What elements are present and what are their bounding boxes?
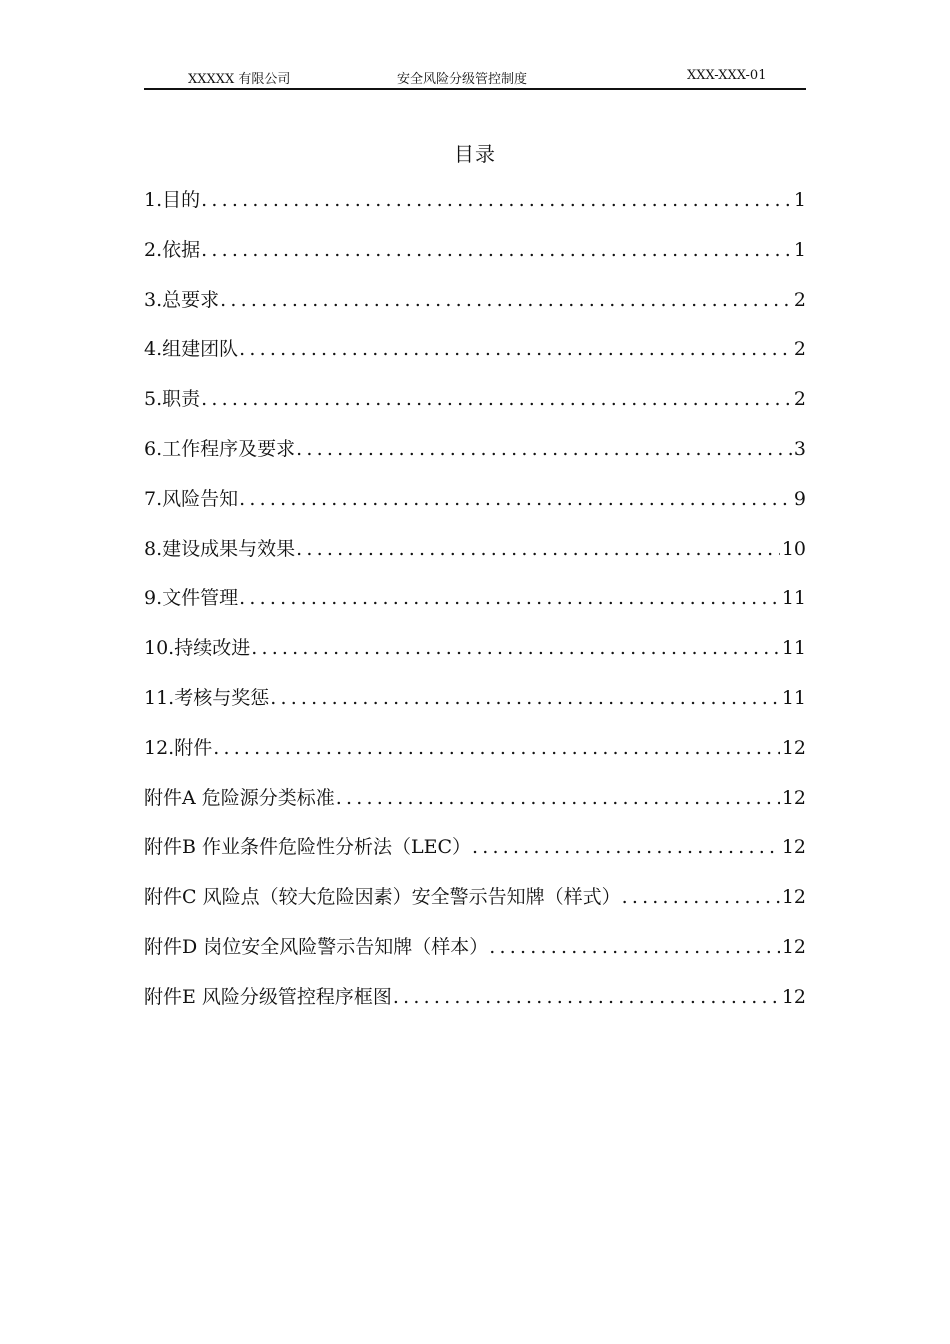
toc-entry-label: 12.附件 <box>144 736 213 759</box>
toc-entry-label: 4.组建团队 <box>144 338 239 361</box>
toc-entry-page: 11 <box>781 637 806 660</box>
toc-entry[interactable] <box>144 334 806 384</box>
toc-entry-page: 11 <box>781 686 806 709</box>
toc-entry[interactable] <box>144 683 806 733</box>
toc-leader-dots <box>296 438 792 460</box>
toc-entry[interactable] <box>144 235 806 285</box>
toc-entry[interactable] <box>144 733 806 783</box>
toc-leader-dots <box>239 587 780 609</box>
toc-entry-label: 3.总要求 <box>144 288 220 311</box>
toc-entry-label: 8.建设成果与效果 <box>144 537 296 560</box>
toc-entry-page: 12 <box>781 985 806 1008</box>
toc-leader-dots <box>393 986 780 1008</box>
toc-leader-dots <box>220 289 792 311</box>
toc-entry-label: 7.风险告知 <box>144 487 239 510</box>
toc-leader-dots <box>239 338 792 360</box>
toc-entry-page: 12 <box>781 736 806 759</box>
toc-entry-page: 1 <box>793 238 806 261</box>
toc-leader-dots <box>336 787 780 809</box>
toc-entry-page: 12 <box>781 786 806 809</box>
toc-entry-page: 2 <box>793 338 806 361</box>
toc-entry[interactable] <box>144 384 806 434</box>
toc-entry-label: 2.依据 <box>144 238 201 261</box>
toc-entry[interactable] <box>144 832 806 882</box>
table-of-contents <box>144 185 806 1032</box>
toc-entry[interactable] <box>144 982 806 1032</box>
toc-entry-page: 3 <box>793 437 806 460</box>
toc-leader-dots <box>239 488 792 510</box>
toc-entry[interactable] <box>144 633 806 683</box>
toc-entry-page: 1 <box>793 189 806 211</box>
toc-entry[interactable] <box>144 783 806 833</box>
header-company: XXXXX 有限公司 <box>188 72 291 87</box>
toc-entry-page: 2 <box>793 288 806 311</box>
toc-entry-label: 5.职责 <box>144 388 201 411</box>
header-document-title: 安全风险分级管控制度 <box>397 72 528 87</box>
toc-entry-page: 12 <box>781 935 806 958</box>
toc-entry-page: 12 <box>781 886 806 909</box>
header-document-code: XXX-XXX-01 <box>687 68 767 83</box>
page-header <box>144 66 806 90</box>
toc-title: 目录 <box>454 142 496 166</box>
toc-leader-dots <box>213 737 780 759</box>
toc-entry-label: 附件C 风险点（较大危险因素）安全警示告知牌（样式） <box>144 886 621 909</box>
toc-leader-dots <box>201 189 792 211</box>
toc-entry[interactable] <box>144 285 806 335</box>
toc-entry-page: 12 <box>781 836 806 859</box>
toc-entry-label: 1.目的 <box>144 189 201 211</box>
toc-entry[interactable] <box>144 484 806 534</box>
toc-entry-label: 9.文件管理 <box>144 587 239 610</box>
toc-entry-label: 附件B 作业条件危险性分析法（LEC） <box>144 836 472 859</box>
toc-entry[interactable] <box>144 583 806 633</box>
toc-leader-dots <box>296 538 780 560</box>
toc-leader-dots <box>201 239 792 261</box>
toc-leader-dots <box>270 687 780 709</box>
toc-entry[interactable] <box>144 882 806 932</box>
toc-leader-dots <box>472 836 780 858</box>
toc-entry-page: 9 <box>793 487 806 510</box>
toc-entry-label: 11.考核与奖惩 <box>144 686 270 709</box>
toc-entry-label: 6.工作程序及要求 <box>144 437 296 460</box>
toc-entry-label: 附件A 危险源分类标准 <box>144 786 335 809</box>
toc-leader-dots <box>201 388 792 410</box>
toc-entry-page: 11 <box>781 587 806 610</box>
toc-entry-page: 10 <box>781 537 806 560</box>
toc-entry-page: 2 <box>793 388 806 411</box>
toc-entry-label: 10.持续改进 <box>144 637 251 660</box>
toc-entry[interactable] <box>144 534 806 584</box>
toc-entry[interactable] <box>144 932 806 982</box>
toc-leader-dots <box>251 637 780 659</box>
toc-entry-label: 附件D 岗位安全风险警示告知牌（样本） <box>144 935 489 958</box>
toc-entry[interactable] <box>144 185 806 235</box>
toc-leader-dots <box>489 936 780 958</box>
toc-entry[interactable] <box>144 434 806 484</box>
toc-entry-label: 附件E 风险分级管控程序框图 <box>144 985 392 1008</box>
toc-leader-dots <box>622 886 780 908</box>
